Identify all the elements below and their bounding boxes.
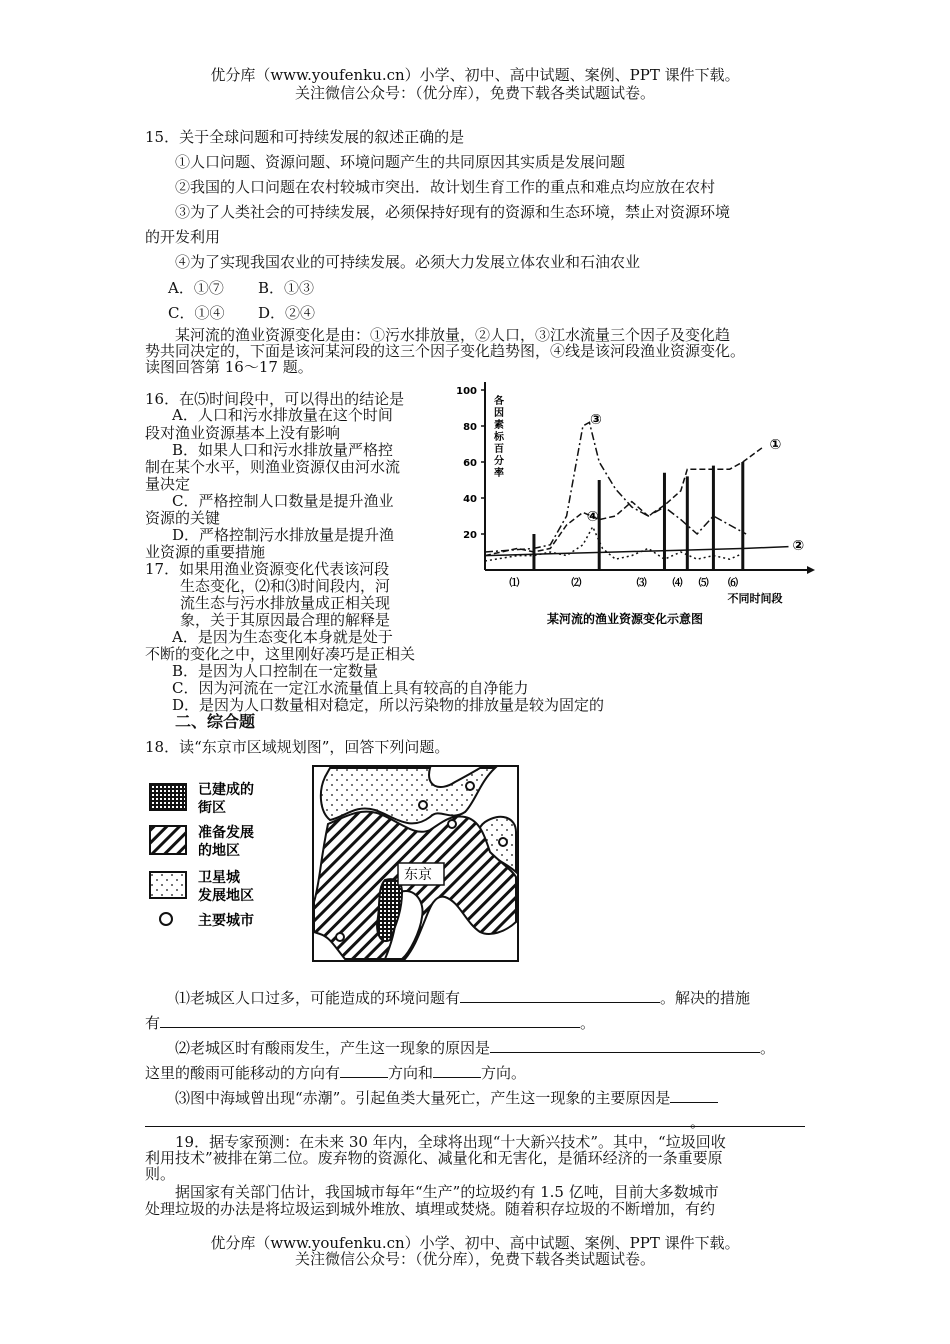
tokyo-label: 东京 — [404, 867, 432, 883]
series-label: ④ — [586, 509, 599, 525]
q18-answer-1a[interactable] — [460, 988, 660, 1003]
q18-answer-3b[interactable] — [145, 1112, 690, 1127]
x-category-label: ⑶ — [636, 578, 647, 589]
intro-line-3: 读图回答第 16～17 题。 — [145, 358, 313, 376]
legend-city-icon — [160, 913, 172, 925]
legend-satellite-label-2: 发展地区 — [198, 888, 254, 904]
q15-statement-3: ③为了人类社会的可持续发展，必须保持好现有的资源和生态环境，禁止对资源环境 — [175, 203, 731, 221]
city-marker — [466, 782, 474, 790]
q15-statement-3-cont: 的开发利用 — [145, 228, 221, 246]
y-axis-label-char: 百 — [494, 444, 504, 455]
x-category-label: ⑵ — [571, 578, 582, 589]
series-label: ③ — [590, 411, 602, 428]
q18-answer-3a[interactable] — [670, 1088, 718, 1103]
q16-option-b-cont-1: 制在某个水平，则渔业资源仅由河水流 — [145, 458, 401, 476]
series-line — [485, 448, 762, 556]
q15-stem: 15．关于全球问题和可持续发展的叙述正确的是 — [145, 128, 465, 146]
q18-part-2-cont — [145, 1063, 526, 1082]
header-line-1: 优分库（www.youfenku.cn）小学、初中、高中试题、案例、PPT 课件下载。 — [210, 66, 740, 84]
q18-part-1-cont — [145, 1013, 595, 1032]
q16-option-d: D．严格控制污水排放量是提升渔 — [172, 526, 395, 544]
q15-option-b: B．①③ — [258, 279, 315, 297]
chart-title: 某河流的渔业资源变化示意图 — [546, 612, 704, 626]
q19-line-3: 则。 — [145, 1165, 176, 1183]
q16-option-c-cont: 资源的关键 — [145, 509, 221, 527]
q18-part-1-text: ⑴老城区人口过多，可能造成的环境问题有 — [175, 989, 461, 1007]
q19-line-4: 据国家有关部门估计，我国城市每年“生产”的垃圾约有 1.5 亿吨，目前大多数城市 — [175, 1183, 719, 1201]
q18-part-2 — [175, 1038, 775, 1057]
q15-statement-4: ④为了实现我国农业的可持续发展。必须大力发展立体农业和石油农业 — [175, 253, 641, 271]
q15-statement-1: ①人口问题、资源问题、环境问题产生的共同原因其实质是发展问题 — [175, 153, 626, 171]
q17-option-b: B．是因为人口控制在一定数量 — [172, 662, 379, 680]
q19-line-5: 处理垃圾的办法是将垃圾运到城外堆放、填埋或焚烧。随着积存垃圾的不断增加，有约 — [145, 1200, 716, 1218]
section-2-heading: 二、综合题 — [175, 712, 256, 731]
q19-line-1: 19．据专家预测：在未来 30 年内，全球将出现“十大新兴技术”。其中，“垃圾回收 — [175, 1133, 726, 1151]
x-category-label: ⑸ — [698, 578, 709, 589]
y-tick-label: 40 — [463, 494, 477, 505]
x-category-label: ⑷ — [672, 578, 683, 589]
q16-option-a: A．人口和污水排放量在这个时间 — [172, 406, 393, 424]
q18-part-1-text-4: 。 — [580, 1014, 596, 1032]
q18-answer-2b[interactable] — [340, 1063, 388, 1078]
city-marker — [336, 933, 344, 941]
q18-part-2-text-5: 方向。 — [481, 1064, 527, 1082]
q17-stem-3: 流生态与污水排放量成正相关现 — [180, 594, 391, 612]
footer-line-1: 优分库（www.youfenku.cn）小学、初中、高中试题、案例、PPT 课件下载。 — [210, 1234, 740, 1252]
map-area — [313, 766, 518, 961]
q15-option-c: C．①④ — [168, 304, 225, 322]
q18-part-1-text-3: 有 — [145, 1014, 161, 1032]
q16-option-c: C．严格控制人口数量是提升渔业 — [172, 492, 394, 510]
y-axis-label-char: 率 — [494, 468, 504, 479]
q18-part-1-text-2: 。解决的措施 — [660, 989, 751, 1007]
y-axis-label-char: 各 — [494, 396, 504, 407]
y-tick-label: 100 — [456, 386, 477, 397]
tokyo-planning-map — [140, 762, 525, 967]
q16-option-a-cont: 段对渔业资源基本上没有影响 — [145, 424, 341, 442]
q18-part-2-text-2: 。 — [760, 1039, 776, 1057]
city-marker — [419, 801, 427, 809]
q18-part-3-text-2: 。 — [690, 1113, 706, 1131]
series-line — [485, 527, 746, 561]
q17-stem-4: 象，关于其原因最合理的解释是 — [180, 611, 391, 629]
y-axis-label-char: 因 — [494, 408, 504, 419]
fishery-chart — [455, 380, 815, 630]
q17-stem-1: 17．如果用渔业资源变化代表该河段 — [145, 560, 390, 578]
header-line-2: 关注微信公众号：（优分库），免费下载各类试题试卷。 — [294, 84, 655, 102]
y-axis-label-char: 标 — [494, 432, 504, 443]
legend-satellite-swatch — [150, 872, 186, 898]
city-marker — [448, 820, 456, 828]
x-category-label: ⑹ — [728, 578, 738, 589]
intro-line-1: 某河流的渔业资源变化是由：①污水排放量，②人口，③江水流量三个因子及变化趋 — [175, 326, 731, 344]
y-tick-label: 80 — [463, 422, 477, 433]
q18-part-3-text: ⑶图中海域曾出现“赤潮”。引起鱼类大量死亡，产生这一现象的主要原因是 — [175, 1089, 671, 1107]
y-tick-label: 20 — [463, 530, 477, 541]
q18-part-2-text-4: 方向和 — [388, 1064, 434, 1082]
legend-city-label: 主要城市 — [198, 913, 254, 929]
q16-stem: 16．在⑸时间段中，可以得出的结论是 — [145, 390, 405, 408]
legend-planned-label-2: 的地区 — [198, 843, 240, 859]
q17-stem-2: 生态变化，⑵和⑶时间段内，河 — [180, 577, 391, 595]
q15-option-d: D．②④ — [258, 304, 316, 322]
y-axis-label-char: 素 — [494, 420, 504, 431]
q18-part-2-text: ⑵老城区时有酸雨发生，产生这一现象的原因是 — [175, 1039, 491, 1057]
legend-planned-swatch — [150, 826, 186, 854]
x-category-label: ⑴ — [509, 578, 520, 589]
q17-option-a: A．是因为生态变化本身就是处于 — [172, 628, 393, 646]
q15-statement-2: ②我国的人口问题在农村较城市突出．故计划生育工作的重点和难点均应放在农村 — [175, 178, 716, 196]
legend-planned-label-1: 准备发展 — [198, 825, 254, 841]
city-marker — [499, 838, 507, 846]
q18-part-3 — [175, 1088, 718, 1107]
x-axis-arrow — [807, 566, 815, 574]
series-line — [485, 422, 746, 552]
intro-line-2: 势共同决定的，下面是该河某河段的这三个因子变化趋势图，④线是该河段渔业资源变化。 — [145, 342, 746, 360]
divider — [145, 1126, 805, 1127]
q18-stem: 18．读“东京市区域规划图”，回答下列问题。 — [145, 738, 450, 756]
y-tick-label: 60 — [463, 458, 477, 469]
legend-built-swatch — [150, 784, 186, 810]
q18-part-2-text-3: 这里的酸雨可能移动的方向有 — [145, 1064, 341, 1082]
q15-option-a: A．①⑦ — [168, 279, 224, 297]
legend-built-label-2: 街区 — [198, 800, 226, 816]
q18-part-3-cont — [145, 1112, 705, 1131]
y-axis-label-char: 分 — [494, 456, 504, 467]
q16-option-d-cont: 业资源的重要措施 — [145, 543, 266, 561]
series-label: ① — [769, 437, 782, 453]
q18-answer-1b[interactable] — [160, 1013, 580, 1028]
q18-answer-2c[interactable] — [433, 1063, 481, 1078]
series-label: ② — [792, 537, 805, 554]
legend-built-label-1: 已建成的 — [198, 782, 254, 798]
x-axis-label: 不同时间段 — [727, 592, 783, 605]
q18-part-1 — [175, 988, 750, 1007]
q17-option-d: D．是因为人口数量相对稳定，所以污染物的排放量是较为固定的 — [172, 696, 605, 714]
q16-option-b: B．如果人口和污水排放量严格控 — [172, 441, 394, 459]
q18-answer-2a[interactable] — [490, 1038, 760, 1053]
legend-satellite-label-1: 卫星城 — [198, 870, 240, 886]
q19-line-2: 利用技术”被排在第二位。废弃物的资源化、减量化和无害化，是循环经济的一条重要原 — [145, 1149, 723, 1167]
footer-line-2: 关注微信公众号：（优分库），免费下载各类试题试卷。 — [294, 1250, 655, 1268]
q17-option-a-cont: 不断的变化之中，这里刚好凑巧是正相关 — [145, 645, 416, 663]
q16-option-b-cont-2: 量决定 — [145, 475, 191, 493]
q17-option-c: C．因为河流在一定江水流量值上具有较高的自净能力 — [172, 679, 529, 697]
